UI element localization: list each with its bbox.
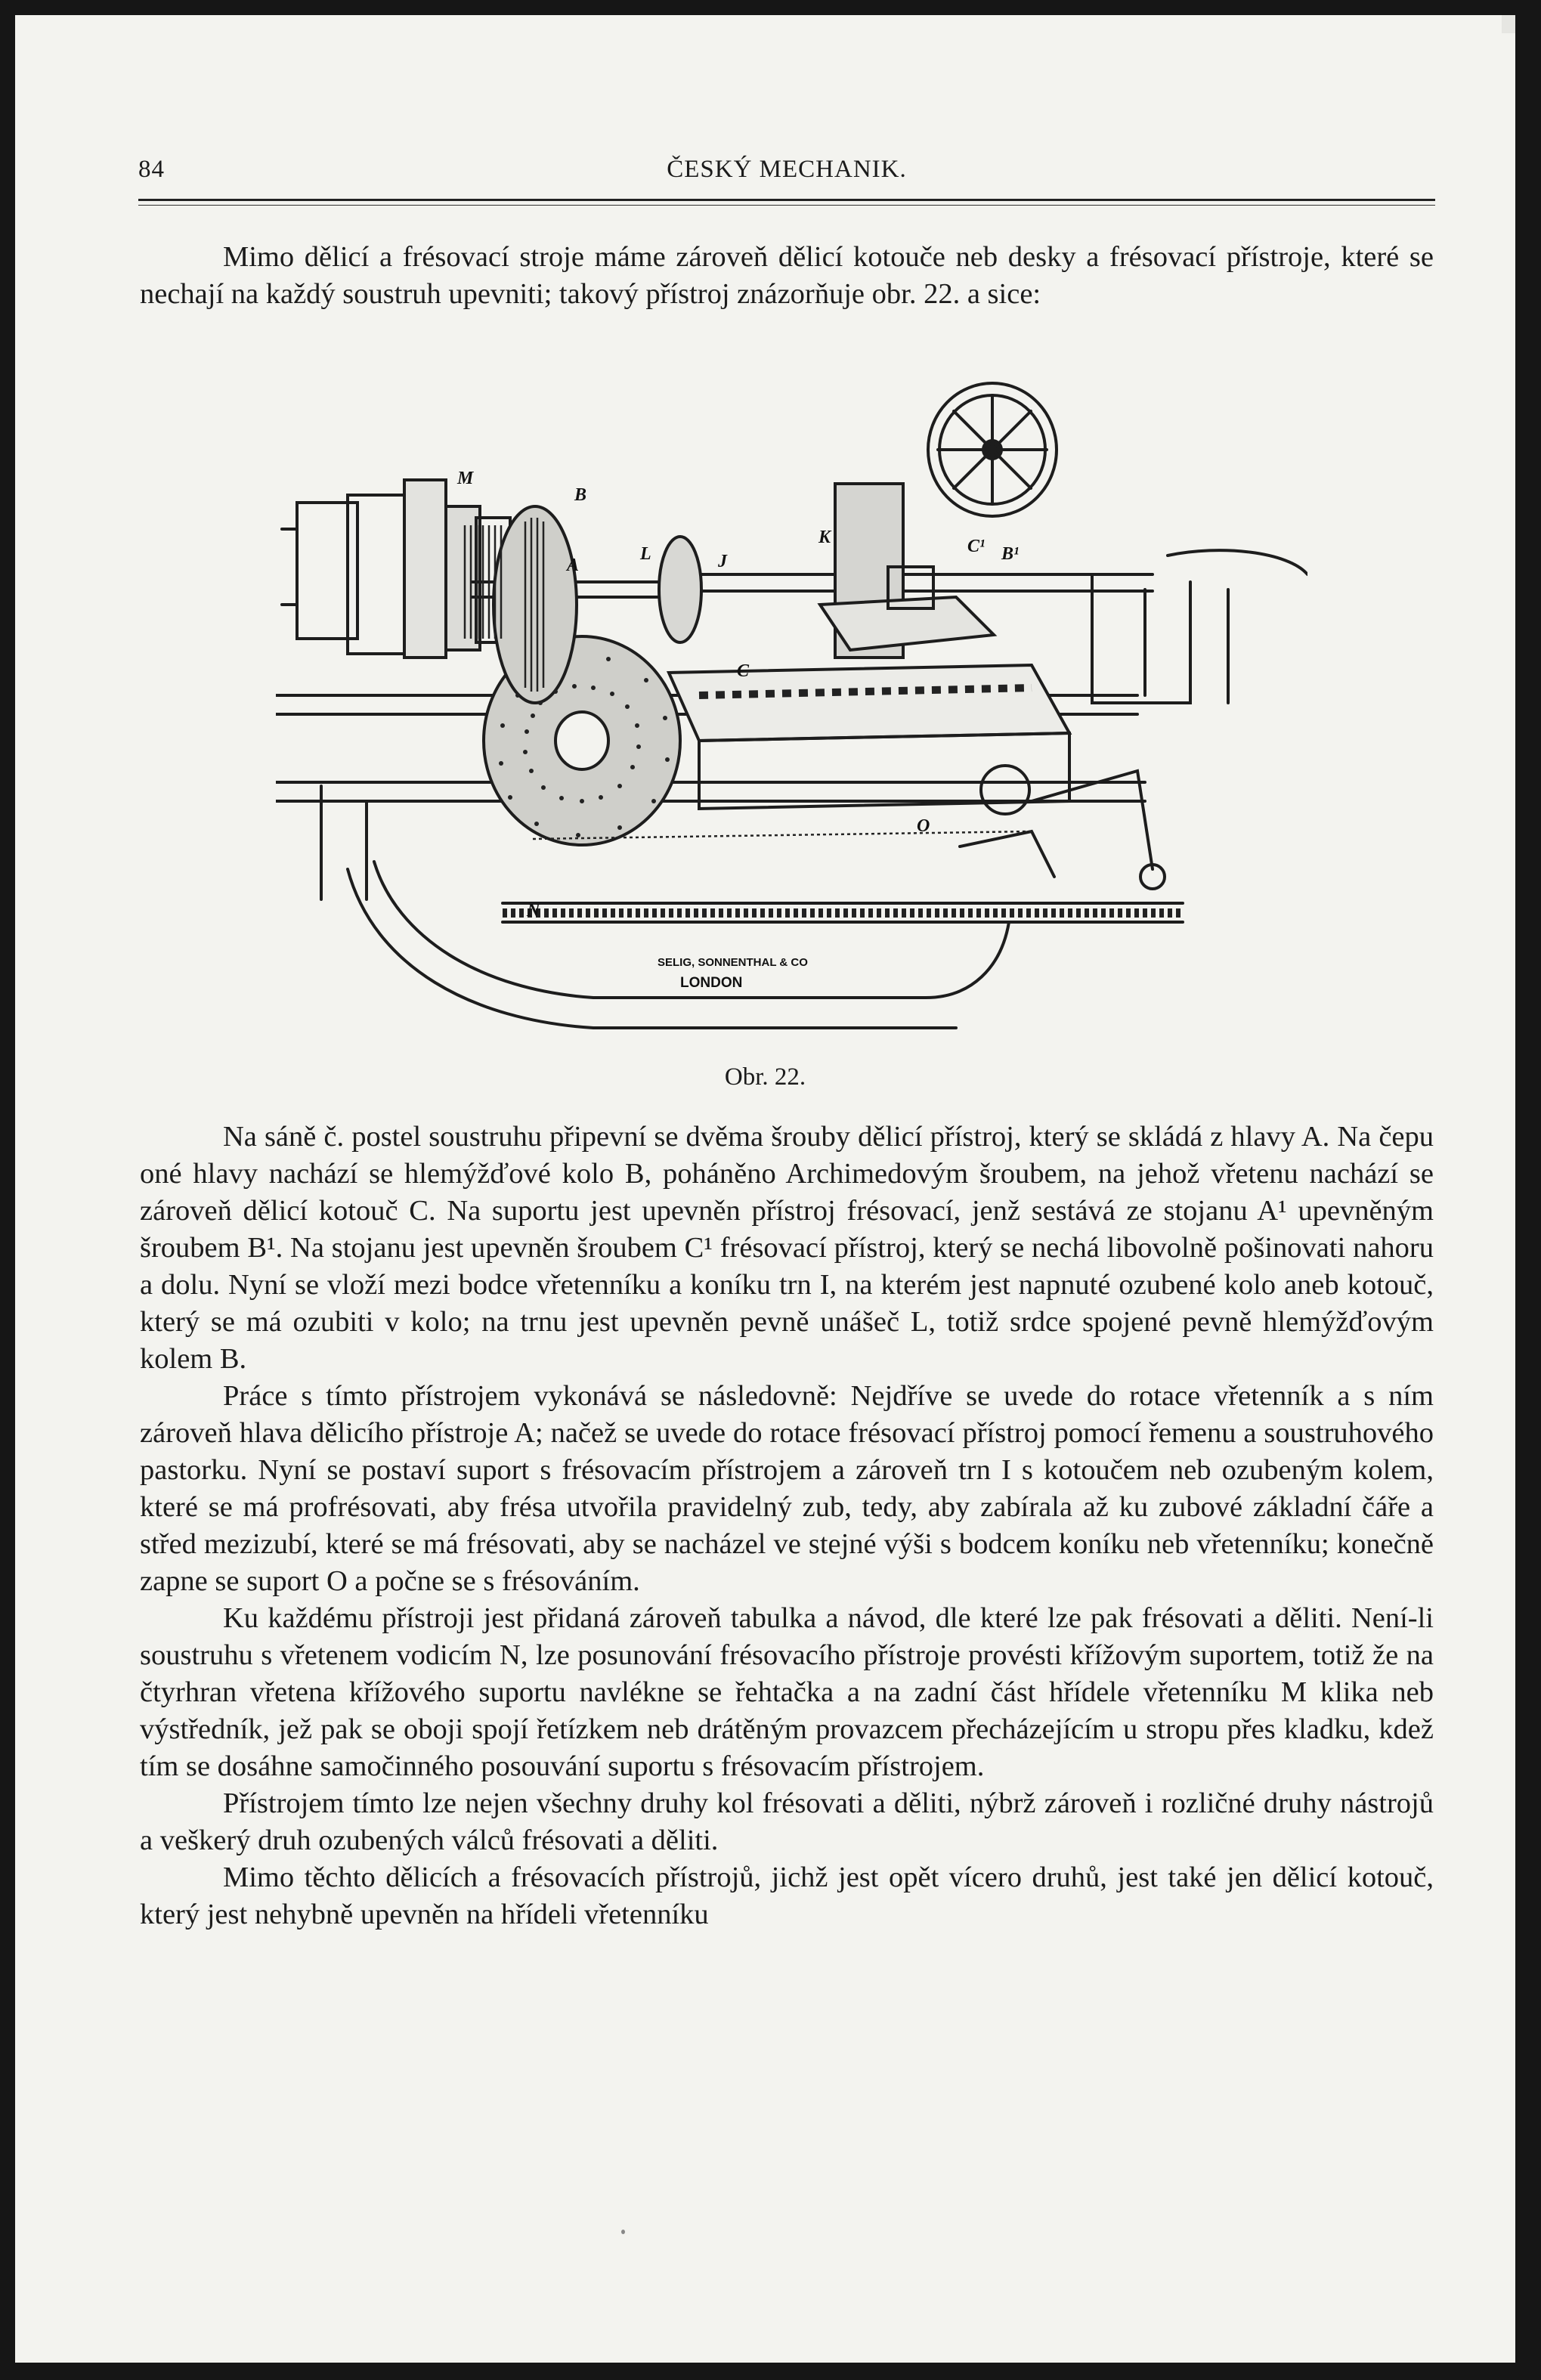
- page-corner: [1502, 15, 1515, 33]
- label-n: N: [527, 901, 540, 921]
- maker-line-2: LONDON: [680, 975, 743, 991]
- header-rule: [138, 199, 1435, 201]
- running-title: ČESKÝ MECHANIK.: [667, 156, 907, 183]
- label-b: B: [574, 485, 587, 505]
- intro-text: [140, 239, 1434, 313]
- label-l: L: [640, 544, 651, 564]
- label-c1: C¹: [967, 537, 986, 556]
- paragraph-1: Na sáně č. postel soustruhu připevní se dvěma šrouby dělicí přístroj, který se skládá z hlavy A. Na čepu oné hlavy nachází se hlemýžďové kolo B, poháněno Archimedovým šroubem, na jehož vřetenu nachází se zároveň dělicí kotouč C. Na suportu jest upevněn přístroj frésovací, jenž sestává ze stojanu A¹ upevněným šroubem B¹. Na stojanu jest upevněn šroubem C¹ frésovací přístroj, který se nechá libovolně pošinovati nahoru a dolu. Nyní se vloží mezi bodce vřetenníku a koníku trn I, na kterém jest napnuté ozubené kolo aneb kotouč, který se má ozubiti v kolo; na trnu jest upevněn pevně unášeč L, totiž srdce spojené pevně hlemýžďovým kolem B.: [140, 1121, 1434, 1375]
- maker-line-1: SELIG, SONNENTHAL & CO: [658, 956, 808, 969]
- paragraph-4: Přístrojem tímto lze nejen všechny druhy kol frésovati a děliti, nýbrž zároveň i rozličné druhy nástrojů a veškerý druh ozubených válců frésovati a děliti.: [140, 1787, 1434, 1856]
- lathe-illustration: [276, 378, 1307, 1073]
- label-k: K: [818, 528, 831, 547]
- figure-caption: Obr. 22.: [724, 1063, 806, 1091]
- paragraph-5: Mimo těchto dělicích a frésovacích přístrojů, jichž jest opět vícero druhů, jest také jen dělicí kotouč, který jest nehybně upevněn na hřídeli vřetenníku: [140, 1862, 1434, 1930]
- print-speck: [621, 2230, 625, 2234]
- label-j: J: [718, 552, 727, 571]
- label-m: M: [457, 469, 474, 488]
- book-page: [15, 15, 1515, 2363]
- label-a: A: [567, 556, 580, 575]
- intro-paragraph: Mimo dělicí a frésovací stroje máme zároveň dělicí kotouče neb desky a frésovací přístroje, které se nechají na každý soustruh upevniti; takový přístroj znázorňuje obr. 22. a sice:: [140, 241, 1434, 310]
- page-number: 84: [138, 156, 165, 183]
- page-header: [138, 156, 1435, 189]
- label-o: O: [917, 816, 930, 836]
- paragraph-2: Práce s tímto přístrojem vykonává se následovně: Nejdříve se uvede do rotace vřetenník a s ním zároveň hlava dělicího přístroje A; načež se uvede do rotace frésovací přístroj pomocí řemenu a soustruhového pastorku. Nyní se postaví suport s frésovacím přístrojem a zároveň trn I s kotoučem neb ozubeným kolem, které se má profrésovati, aby frésa utvořila pravidelný zub, tedy, aby zabírala až ku zubové základní čáře a střed mezizubí, které se má frésovati, aby se nacházel ve stejné výši s bodcem koníku neb vřetenníku; konečně zapne se suport O a počne se s frésováním.: [140, 1380, 1434, 1597]
- header-rule-thin: [138, 205, 1435, 206]
- body-text: [140, 1119, 1434, 1933]
- label-b1: B¹: [1001, 544, 1020, 564]
- label-c: C: [737, 661, 750, 681]
- paragraph-3: Ku každému přístroji jest přidaná zároveň tabulka a návod, dle které lze pak frésovati a děliti. Není-li soustruhu s vřetenem vodicím N, lze posunování frésovacího přístroje provésti křížovým suportem, totiž že na čtyrhran vřetena křížového suportu navléknе se řehtačka a na zadní část hřídele vřetenníku M klika neb výstředník, jež pak se oboji spojí řetízkem neb drátěným provazcem přecházejícím u stropu přes kladku, kdež tím se dosáhne samočinného posouvání suportu s frésovacím přístrojem.: [140, 1602, 1434, 1782]
